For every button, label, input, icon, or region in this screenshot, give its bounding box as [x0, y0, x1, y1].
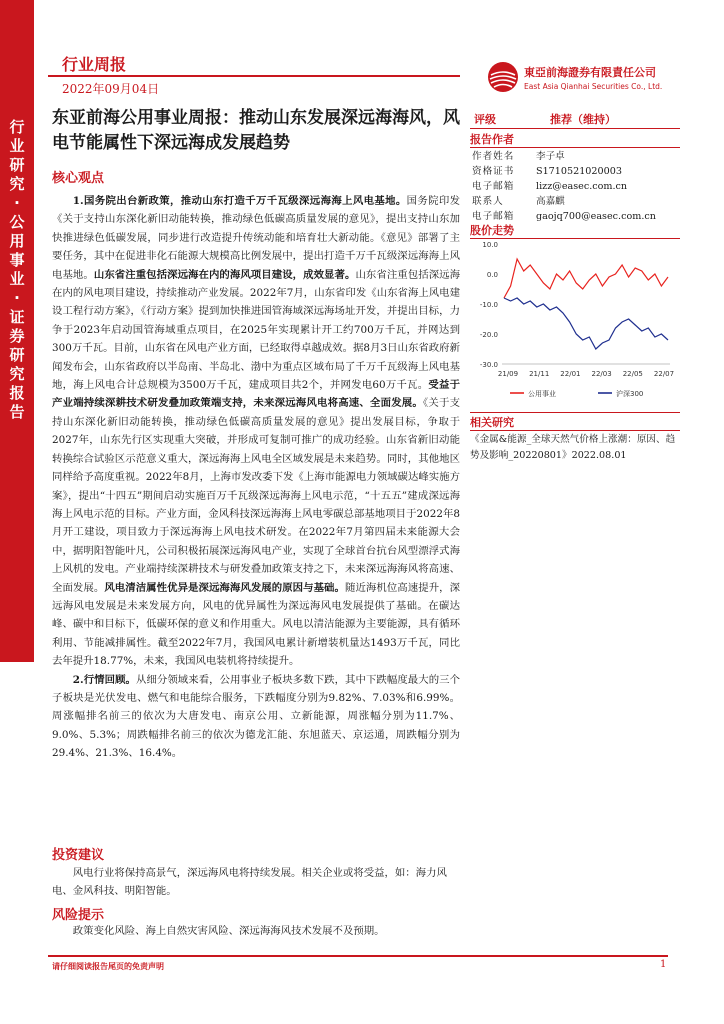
related-divider — [470, 430, 680, 431]
header-divider — [48, 75, 460, 77]
analyst-row-key: 电子邮箱 — [472, 211, 515, 222]
chart-bottom-divider — [470, 412, 680, 413]
x-tick-label: 22/07 — [653, 370, 675, 378]
x-tick-label: 22/03 — [591, 370, 612, 378]
body-text-run: 从细分领域来看，公用事业子板块多数下跌，其中下跌幅度最大的三个子板块是光伏发电、燃气和电能综合服务，下跌幅度分别为9.82%、7.03%和6.99%。周涨幅排名前三的依次为大唐发电、南京公用、立新能源，周涨幅分别为11.7%、9.0%、5.3%；周跌幅排名前三的依次为德龙汇能、东旭蓝天、京运通，周跌幅分别为29.4%、21.3%、16.4%。 — [52, 673, 460, 760]
footer-divider — [48, 955, 668, 957]
company-name-cn: 東亞前海證券有限責任公司 — [524, 66, 656, 79]
highlight-text: 风电清洁属性优异是深远海海风发展的原因与基础。 — [104, 581, 345, 594]
analyst-row-value: 李子卓 — [536, 151, 565, 162]
investment-text: 风电行业将保持高景气，深远海风电将持续发展。相关企业或将受益，如：海力风电、金风科技、明阳智能。 — [52, 867, 447, 897]
company-logo-icon — [486, 60, 520, 94]
analyst-email-link[interactable]: gaojq700@easec.com.cn — [536, 211, 656, 222]
report-type: 行业周报 — [62, 55, 127, 74]
analyst-row-value: S1710521020003 — [536, 166, 622, 177]
x-tick-label: 22/01 — [560, 370, 581, 378]
y-tick-label: 0.0 — [486, 271, 498, 279]
report-date: 2022年09月04日 — [62, 82, 160, 96]
risk-heading: 风险提示 — [52, 908, 105, 923]
price-trend-heading: 股价走势 — [470, 224, 514, 237]
x-tick-label: 21/09 — [497, 370, 519, 378]
highlight-text: 受益于产业端持续深耕技术研发叠加政策端支持，未来深远海风电将高速、全面发展。 — [52, 379, 460, 410]
investment-heading: 投资建议 — [52, 848, 105, 863]
series-line-utilities — [504, 259, 668, 298]
analyst-row-key: 电子邮箱 — [472, 181, 515, 192]
legend-label: 公用事业 — [528, 390, 556, 398]
sidebar-band — [0, 0, 34, 662]
legend-label: 沪深300 — [616, 390, 644, 398]
related-heading: 相关研究 — [470, 416, 514, 429]
analyst-divider — [470, 147, 680, 148]
rating-row — [470, 111, 680, 127]
x-tick-label: 21/11 — [529, 370, 550, 378]
series-line-csi300 — [504, 298, 668, 349]
risk-text: 政策变化风险、海上自然灾害风险、深远海海风技术发展不及预期。 — [72, 925, 385, 937]
analyst-row-key: 资格证书 — [472, 166, 515, 177]
company-name-en: East Asia Qianhai Securities Co., Ltd. — [524, 82, 663, 91]
analyst-row-key: 联系人 — [472, 196, 504, 207]
y-tick-label: 10.0 — [482, 241, 498, 249]
related-research-link[interactable]: 《金属&能源_全球天然气价格上涨潮：原因、趋势及影响_20220801》2022.08.01 — [470, 434, 676, 461]
analyst-row-key: 作者姓名 — [472, 151, 515, 162]
highlight-text: 山东省注重包括深远海在内的海风项目建设，成效显著。 — [93, 268, 356, 281]
page-number: 1 — [660, 959, 667, 970]
highlight-text: 1.国务院出台新政策，推动山东打造千万千瓦级深远海海上风电基地。 — [72, 195, 407, 207]
core-view-paragraph-2 — [52, 671, 460, 763]
body-text-run: 《关于支持山东深化新旧动能转换，推动绿色低碳高质量发展的意见》提出发展目标，争取于2027年，山东先行区实现重大突破，并形成可复制可推广的成功经验。山东省新旧动能转换综合试验区示范意义重大，深远海海上风电全区域发展是未来趋势。同时，其他地区同样给予高度重视。2022年8月，上海市发改委下发《上海市能源电力领域碳达峰实施方案》，提出“十四五”期间启动实施百万千瓦级深远海海上风电示范，“十五五”建成深远海海上风电示范的目标。产业方面，金风科技深远海海上风电零碳总部基地项目于2022年8月开工建设，项目致力于深远海海上风电技术研发。在2022年7月第四届未来能源大会中，据明阳智能叶凡，公司积极拓展深远海风电产业，实现了全球首台抗台风型漂浮式海上风机的发电。产业端持续深耕技术与研发叠加政策支持之下，未来深远海海风将高速、全面发展。 — [52, 397, 460, 594]
rating-value: 推荐（维持） — [550, 113, 616, 126]
body-text-run: 山东省注重包括深远海在内的风电项目建设，持续推动产业发展。2022年7月，山东省印发《山东省海上风电建设工程行动方案》，《行动方案》提到加快推进国管海域深远海场址开发，并提出目标，力争于2023年启动国管海域重点项目，在2025年实现累计开工约700万千瓦，并网达到300万千瓦。目前，山东省在风电产业方面，已经取得卓越成效。据8月3日山东省政府新闻发布会，山东省政府以半岛南、半岛北、渤中为重点区域布局了千万千瓦级海上风电基地，海上风电合计总规模为3500万千瓦，建成项目共2个，并网发电60万千瓦。 — [52, 268, 461, 392]
y-tick-label: -10.0 — [479, 301, 498, 309]
body-text-run: 国务院印发《关于支持山东深化新旧动能转换，推动绿色低碳高质量发展的意见》，提出支持山东加快推进绿色低碳发展，同步进行改造提升传统动能和培育壮大新动能。《意见》部署了主要任务，其中在促进非化石能源大规模高比例发展中，提出打造千万千瓦级深远海海上风电基地。 — [52, 195, 460, 281]
rating-divider — [470, 128, 680, 129]
analyst-heading: 报告作者 — [470, 133, 514, 146]
y-tick-label: -30.0 — [479, 361, 498, 369]
analyst-row-value: 高嘉麒 — [536, 196, 565, 207]
core-view-body — [52, 192, 460, 763]
core-view-paragraph-1 — [52, 192, 460, 671]
body-text-run: 随近海机位高速提升，深远海风电发展是未来发展方向，风电的优异属性为深远海风电发展提供了基础。在碳达峰、碳中和目标下，低碳环保的意义和作用重大。风电以清洁能源为主要能源，具有循环利用、节能减排属性。截至2022年7月，我国风电累计新增装机量达1493万千瓦，同比去年提升18.77%，未来，我国风电装机将持续提升。 — [52, 581, 461, 668]
disclaimer-note: 请仔细阅读报告尾页的免责声明 — [52, 962, 164, 971]
report-title: 东亚前海公用事业周报：推动山东发展深远海海风，风电节能属性下深远海成发展趋势 — [52, 108, 460, 153]
core-view-heading: 核心观点 — [52, 171, 105, 186]
sidebar-category-text: 行业研究·公用事业·证券研究报告 — [9, 118, 25, 421]
y-tick-label: -20.0 — [479, 331, 498, 339]
x-tick-label: 22/05 — [622, 370, 643, 378]
rating-label: 评级 — [474, 113, 496, 126]
highlight-text: 2.行情回顾。 — [72, 673, 136, 686]
price-trend-chart — [470, 236, 680, 406]
analyst-email-link[interactable]: lizz@easec.com.cn — [536, 181, 628, 192]
